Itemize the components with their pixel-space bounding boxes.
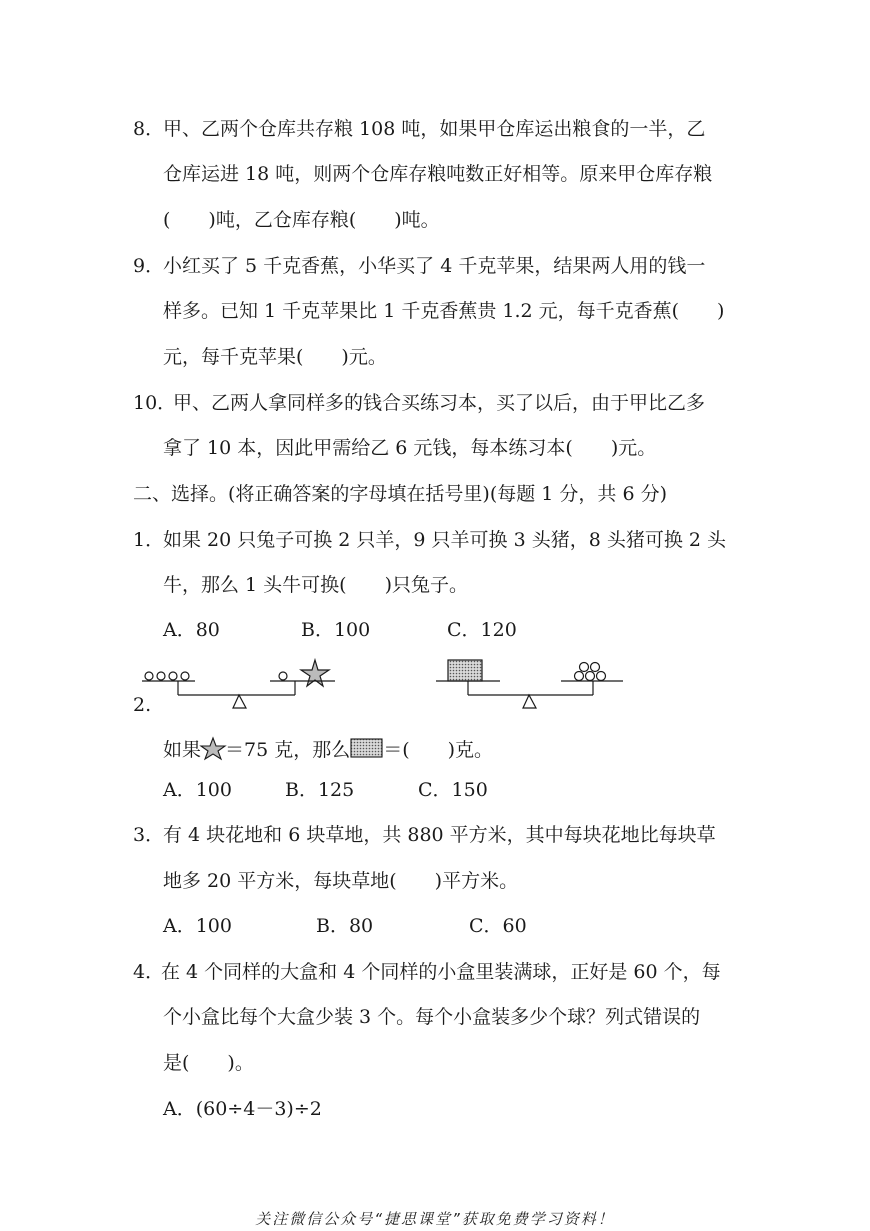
- question-9-line-2: 样多。已知 1 千克苹果比 1 千克香蕉贵 1.2 元，每千克香蕉( ): [163, 300, 725, 322]
- balance-scale-right-figure: [434, 654, 634, 714]
- choice-2-text-mid: ＝75 克，那么: [225, 739, 351, 761]
- choice-4-option-a[interactable]: A．(60÷4－3)÷2: [163, 1098, 322, 1120]
- circle-weight-icon: [169, 672, 177, 680]
- question-9-line-1: 小红买了 5 千克香蕉，小华买了 4 千克苹果，结果两人用的钱一: [163, 255, 706, 277]
- question-8-line-1: 甲、乙两个仓库共存粮 108 吨，如果甲仓库运出粮食的一半，乙: [163, 118, 706, 140]
- choice-1-line-2: 牛，那么 1 头牛可换( )只兔子。: [163, 574, 468, 596]
- choice-2-option-c[interactable]: C．150: [418, 779, 488, 801]
- choice-2-option-a[interactable]: A．100: [163, 779, 232, 801]
- choice-4-line-3: 是( )。: [163, 1052, 254, 1074]
- circle-weight-icon: [157, 672, 165, 680]
- choice-3-option-b[interactable]: B．80: [316, 915, 374, 937]
- choice-4-line-2: 个小盒比每个大盒少装 3 个。每个小盒装多少个球？列式错误的: [163, 1006, 701, 1028]
- choice-4-line-1: 在 4 个同样的大盒和 4 个同样的小盒里装满球，正好是 60 个，每: [161, 961, 721, 983]
- circle-weight-icon: [181, 672, 189, 680]
- balance-fulcrum-icon: [523, 695, 536, 708]
- choice-3-option-a[interactable]: A．100: [163, 915, 232, 937]
- choice-2-text-suffix: ＝( )克。: [383, 739, 494, 761]
- question-8-line-3: ( )吨，乙仓库存粮( )吨。: [163, 209, 440, 231]
- star-icon: [201, 737, 225, 759]
- section-2-heading: 二、选择。(将正确答案的字母填在括号里)(每题 1 分，共 6 分): [133, 483, 667, 505]
- circle-weight-icon: [591, 663, 600, 672]
- balance-fulcrum-icon: [233, 695, 246, 708]
- shaded-square-icon: [448, 660, 482, 681]
- choice-1-number: 1．: [133, 529, 165, 551]
- choice-1-line-1: 如果 20 只兔子可换 2 只羊，9 只羊可换 3 头猪，8 头猪可换 2 头: [163, 529, 727, 551]
- choice-1-option-c[interactable]: C．120: [447, 619, 517, 641]
- choice-2-line: [163, 737, 493, 760]
- question-9-line-3: 元，每千克苹果( )元。: [163, 346, 387, 368]
- circle-weight-icon: [575, 672, 584, 681]
- circle-weight-icon: [145, 672, 153, 680]
- circle-weight-icon: [586, 672, 595, 681]
- circle-weight-icon: [279, 672, 287, 680]
- choice-2-option-b[interactable]: B．125: [285, 779, 355, 801]
- choice-3-line-2: 地多 20 平方米，每块草地( )平方米。: [163, 870, 519, 892]
- question-10-line-2: 拿了 10 本，因此甲需给乙 6 元钱，每本练习本( )元。: [163, 437, 657, 459]
- choice-3-number: 3．: [133, 824, 165, 846]
- question-8-number: 8．: [133, 118, 165, 140]
- question-10-line-1: 甲、乙两人拿同样多的钱合买练习本，买了以后，由于甲比乙多: [173, 392, 706, 414]
- choice-2-number: 2.: [133, 694, 152, 716]
- choice-3-line-1: 有 4 块花地和 6 块草地，共 880 平方米，其中每块花地比每块草: [163, 824, 716, 846]
- balance-scale-left-figure: [140, 654, 340, 714]
- choice-4-number: 4．: [133, 961, 165, 983]
- circle-weight-icon: [580, 663, 589, 672]
- choice-3-option-c[interactable]: C．60: [469, 915, 527, 937]
- footer-note: 关注微信公众号“捷思课堂”获取免费学习资料！: [255, 1210, 615, 1228]
- choice-2-text-prefix: 如果: [163, 739, 202, 761]
- circle-weight-icon: [597, 672, 606, 681]
- shaded-square-icon: [350, 738, 383, 758]
- star-icon: [301, 660, 329, 686]
- choice-1-option-a[interactable]: A．80: [163, 619, 220, 641]
- choice-1-option-b[interactable]: B．100: [301, 619, 371, 641]
- question-9-number: 9．: [133, 255, 165, 277]
- question-8-line-2: 仓库运进 18 吨，则两个仓库存粮吨数正好相等。原来甲仓库存粮: [163, 163, 713, 185]
- question-10-number: 10．: [133, 392, 177, 414]
